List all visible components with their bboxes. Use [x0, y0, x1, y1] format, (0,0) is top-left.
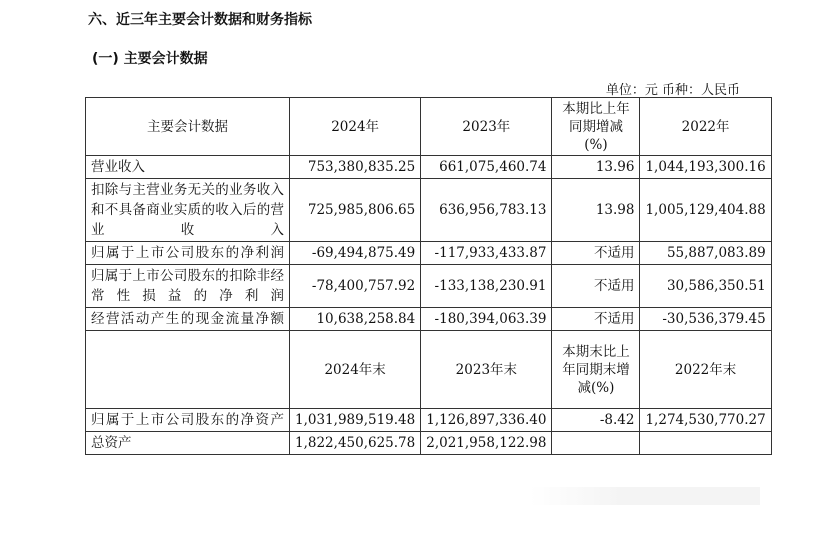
subheader-2024: 2024年末	[290, 331, 421, 409]
table-row	[86, 242, 772, 265]
row-label: 总资产	[86, 432, 290, 455]
header-2024: 2024年	[290, 98, 421, 156]
cell-change: 13.98	[552, 179, 640, 242]
cell-change: 13.96	[552, 156, 640, 179]
row-label: 经营活动产生的现金流量净额	[86, 308, 290, 331]
cell-2022: 30,586,350.51	[640, 265, 771, 308]
header-2022: 2022年	[640, 98, 771, 156]
cell-2024: -78,400,757.92	[290, 265, 421, 308]
cell-2023: 636,956,783.13	[421, 179, 552, 242]
subheader-item	[86, 331, 290, 409]
cell-2023: -133,138,230.91	[421, 265, 552, 308]
section-heading: 六、近三年主要会计数据和财务指标	[88, 12, 312, 28]
cell-2023: -180,394,063.39	[421, 308, 552, 331]
subsection-heading: (一) 主要会计数据	[92, 51, 208, 67]
row-label: 扣除与主营业务无关的业务收入和不具备商业实质的收入后的营业收入	[86, 179, 290, 242]
row-label: 归属于上市公司股东的净利润	[86, 242, 290, 265]
cell-change: 不适用	[552, 308, 640, 331]
cell-2023: -117,933,433.87	[421, 242, 552, 265]
cell-change: -8.42	[552, 409, 640, 432]
cell-2022: 1,274,530,770.27	[640, 409, 771, 432]
cell-2022: -30,536,379.45	[640, 308, 771, 331]
cell-2022: 1,005,129,404.88	[640, 179, 771, 242]
header-change: 本期比上年同期增减(%)	[552, 98, 640, 156]
cell-2024: 1,031,989,519.48	[290, 409, 421, 432]
cell-change	[552, 432, 640, 455]
subheader-2022: 2022年末	[640, 331, 771, 409]
cell-2023: 2,021,958,122.98	[421, 432, 552, 455]
cell-2023: 1,126,897,336.40	[421, 409, 552, 432]
table-row	[86, 179, 772, 242]
table-row	[86, 432, 772, 455]
cell-2022: 55,887,083.89	[640, 242, 771, 265]
cell-2024: -69,494,875.49	[290, 242, 421, 265]
accounting-data-table	[85, 97, 772, 455]
cell-2024: 10,638,258.84	[290, 308, 421, 331]
cell-change: 不适用	[552, 242, 640, 265]
cell-2022	[640, 432, 771, 455]
watermark-fade-overlay	[530, 487, 760, 505]
cell-2022: 1,044,193,300.16	[640, 156, 771, 179]
header-item: 主要会计数据	[86, 98, 290, 156]
cell-2024: 753,380,835.25	[290, 156, 421, 179]
row-label: 营业收入	[86, 156, 290, 179]
cell-change: 不适用	[552, 265, 640, 308]
row-label: 归属于上市公司股东的扣除非经常性损益的净利润	[86, 265, 290, 308]
table-row	[86, 308, 772, 331]
table-row	[86, 265, 772, 308]
cell-2024: 725,985,806.65	[290, 179, 421, 242]
cell-2023: 661,075,460.74	[421, 156, 552, 179]
subheader-2023: 2023年末	[421, 331, 552, 409]
table-subheader-row	[86, 331, 772, 409]
table-header-row	[86, 98, 772, 156]
unit-currency-line: 单位：元 币种：人民币	[605, 83, 740, 98]
header-2023: 2023年	[421, 98, 552, 156]
table-row	[86, 409, 772, 432]
row-label: 归属于上市公司股东的净资产	[86, 409, 290, 432]
table-row	[86, 156, 772, 179]
subheader-change: 本期末比上年同期末增减(%)	[552, 331, 640, 409]
cell-2024: 1,822,450,625.78	[290, 432, 421, 455]
